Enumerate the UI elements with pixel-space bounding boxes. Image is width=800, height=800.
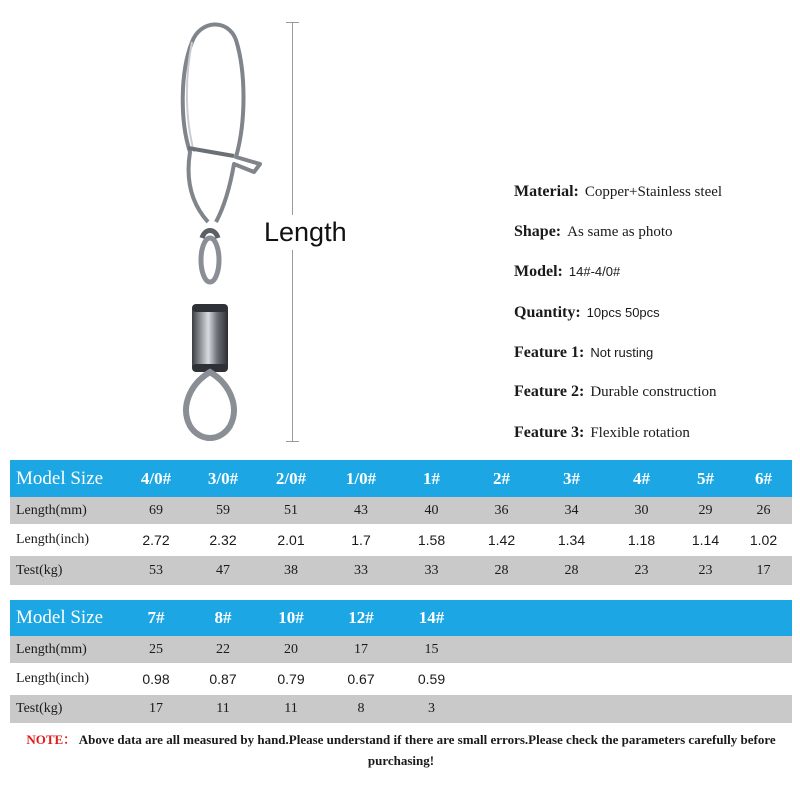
- table-cell: 15: [396, 636, 467, 663]
- table-cell: 25: [122, 636, 190, 663]
- size-table-2: [10, 600, 792, 723]
- table-cell: [467, 636, 536, 663]
- table-cell: 1.14: [676, 524, 735, 556]
- row-label: Length(mm): [10, 497, 122, 524]
- table-cell: [676, 636, 735, 663]
- length-measure-bottom-tick: [286, 441, 299, 442]
- table-cell: 17: [735, 556, 792, 585]
- spec-row: [514, 304, 660, 322]
- table-cell: 3: [396, 695, 467, 723]
- table-cell: 17: [122, 695, 190, 723]
- table-cell: [676, 695, 735, 723]
- note-text: Above data are all measured by hand.Please understand if there are small errors.Please check the parameters carefully before purchasing!: [78, 732, 776, 768]
- table-cell: 69: [122, 497, 190, 524]
- table-cell: 53: [122, 556, 190, 585]
- header-cell: 4/0#: [122, 460, 190, 497]
- spec-row: [514, 424, 690, 442]
- spec-row: [514, 183, 722, 201]
- table-cell: 1.42: [467, 524, 536, 556]
- table-cell: 1.34: [536, 524, 607, 556]
- spec-key: Shape:: [514, 223, 562, 240]
- table-cell: 2.01: [256, 524, 326, 556]
- header-cell: 1/0#: [326, 460, 396, 497]
- header-cell: 7#: [122, 600, 190, 636]
- note: [10, 729, 792, 771]
- table-cell: 28: [536, 556, 607, 585]
- table-cell: 23: [607, 556, 676, 585]
- spec-key: Material:: [514, 183, 579, 200]
- header-cell: 6#: [735, 460, 792, 497]
- table-cell: 23: [676, 556, 735, 585]
- table-cell: 40: [396, 497, 467, 524]
- spec-key: Model:: [514, 263, 563, 280]
- spec-row: [514, 344, 653, 362]
- table-cell: 1.18: [607, 524, 676, 556]
- table-cell: 2.32: [190, 524, 256, 556]
- row-label: Test(kg): [10, 695, 122, 723]
- spec-value: Flexible rotation: [590, 425, 690, 441]
- table-cell: 0.67: [326, 663, 396, 695]
- header-cell-label: Model Size: [10, 460, 122, 497]
- spec-value: Not rusting: [590, 345, 654, 360]
- snap-wire: [183, 24, 260, 222]
- header-cell: [536, 600, 607, 636]
- table-cell: 33: [326, 556, 396, 585]
- header-cell: 4#: [607, 460, 676, 497]
- table-cell: [536, 695, 607, 723]
- header-cell: 2/0#: [256, 460, 326, 497]
- table-cell: [467, 663, 536, 695]
- table-cell: 59: [190, 497, 256, 524]
- spec-row: [514, 223, 673, 241]
- header-cell: 10#: [256, 600, 326, 636]
- header-cell: 8#: [190, 600, 256, 636]
- table-cell: [467, 695, 536, 723]
- header-cell: [607, 600, 676, 636]
- spec-row: [514, 383, 717, 401]
- table-cell: 36: [467, 497, 536, 524]
- table-cell: [607, 695, 676, 723]
- spec-row: [514, 263, 620, 281]
- spec-key: Feature 1:: [514, 344, 585, 361]
- header-cell: [467, 600, 536, 636]
- table-cell: [536, 636, 607, 663]
- table-cell: [607, 663, 676, 695]
- header-cell: [735, 600, 792, 636]
- table-cell: 2.72: [122, 524, 190, 556]
- table-cell: 30: [607, 497, 676, 524]
- spec-value: Durable construction: [590, 384, 717, 400]
- table-cell: 1.02: [735, 524, 792, 556]
- table-cell: [607, 636, 676, 663]
- length-measure-top-tick: [286, 22, 299, 23]
- spec-value: Copper+Stainless steel: [584, 184, 723, 200]
- table-cell: 17: [326, 636, 396, 663]
- length-label: Length: [262, 215, 349, 250]
- spec-value: 14#-4/0#: [568, 264, 621, 279]
- size-table-1: [10, 460, 792, 585]
- table-cell: 20: [256, 636, 326, 663]
- table-cell: 11: [256, 695, 326, 723]
- table-cell: [536, 663, 607, 695]
- table-cell: 43: [326, 497, 396, 524]
- spec-key: Quantity:: [514, 304, 581, 321]
- spec-value: 10pcs 50pcs: [586, 305, 660, 320]
- table-cell: [735, 695, 792, 723]
- header-cell: 1#: [396, 460, 467, 497]
- header-cell: 12#: [326, 600, 396, 636]
- spec-key: Feature 2:: [514, 383, 585, 400]
- table-cell: 11: [190, 695, 256, 723]
- row-label: Test(kg): [10, 556, 122, 585]
- table-cell: [735, 663, 792, 695]
- header-cell-label: Model Size: [10, 600, 122, 636]
- swivel-barrel: [192, 304, 228, 372]
- row-label: Length(mm): [10, 636, 122, 663]
- table-cell: 38: [256, 556, 326, 585]
- header-cell: [676, 600, 735, 636]
- row-label: Length(inch): [10, 663, 122, 695]
- table-cell: 29: [676, 497, 735, 524]
- spec-key: Feature 3:: [514, 424, 585, 441]
- table-cell: 0.98: [122, 663, 190, 695]
- table-cell: 51: [256, 497, 326, 524]
- snap-clasp: [188, 148, 234, 156]
- table-cell: 0.59: [396, 663, 467, 695]
- header-cell: 3/0#: [190, 460, 256, 497]
- table-cell: [676, 663, 735, 695]
- table-cell: 34: [536, 497, 607, 524]
- header-cell: 14#: [396, 600, 467, 636]
- table-cell: 26: [735, 497, 792, 524]
- header-cell: 5#: [676, 460, 735, 497]
- upper-eye: [201, 238, 219, 282]
- table-cell: 8: [326, 695, 396, 723]
- table-cell: 47: [190, 556, 256, 585]
- table-cell: [735, 636, 792, 663]
- table-cell: 28: [467, 556, 536, 585]
- header-cell: 3#: [536, 460, 607, 497]
- note-label: NOTE：: [26, 732, 77, 747]
- lower-eye: [186, 372, 234, 438]
- header-cell: 2#: [467, 460, 536, 497]
- spec-value: As same as photo: [567, 224, 673, 240]
- table-cell: 33: [396, 556, 467, 585]
- table-cell: 0.79: [256, 663, 326, 695]
- row-label: Length(inch): [10, 524, 122, 556]
- table-cell: 22: [190, 636, 256, 663]
- snap-swivel-illustration: [150, 12, 270, 442]
- table-cell: 1.58: [396, 524, 467, 556]
- table-cell: 1.7: [326, 524, 396, 556]
- table-cell: 0.87: [190, 663, 256, 695]
